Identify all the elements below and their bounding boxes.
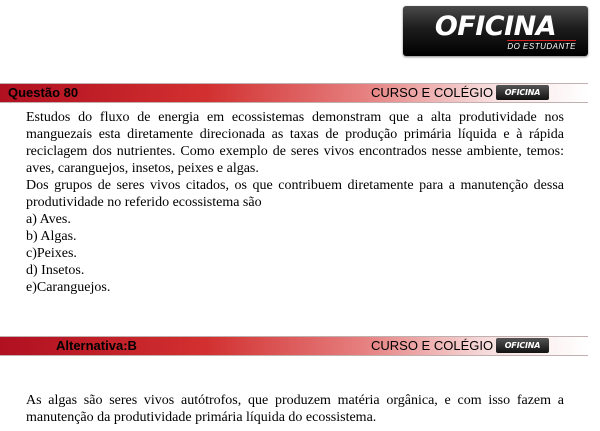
answer-header-bar <box>0 336 588 356</box>
answer-bar-school-label: CURSO E COLÉGIO <box>371 338 494 353</box>
oficina-logo <box>403 6 588 56</box>
option-d: d) Insetos. <box>26 263 85 278</box>
answer-body <box>26 392 564 426</box>
option-b: b) Algas. <box>26 229 77 244</box>
logo-wordmark: OFICINA <box>434 11 557 42</box>
small-oficina-logo: OFICINA <box>496 85 549 100</box>
logo-subtitle: DO ESTUDANTE <box>507 42 576 51</box>
question-paragraph-2: Dos grupos de seres vivos citados, os que contribuem diretamente para a manutenção dessa produtividade no referido ecossistema são <box>26 178 564 210</box>
question-paragraph-1: Estudos do fluxo de energia em ecossistemas demonstram que a alta produtividade nos manguezais esta diretamente direcionada as taxas de produção primária líquida e à rápida reciclagem dos nutrientes. Como exemplo de seres vivos encontrados nesse ambiente, temos: aves, caranguejos, insetos, peixes e algas. <box>26 110 564 176</box>
question-number: Questão 80 <box>8 85 79 100</box>
answer-label: Alternativa:B <box>56 338 137 353</box>
question-body <box>26 109 564 296</box>
small-oficina-logo-answer: OFICINA <box>496 338 549 353</box>
answer-text: As algas são seres vivos autótrofos, que produzem matéria orgânica, e com isso fazem a manutenção da produtividade primária líquida do ecossistema. <box>26 393 564 425</box>
question-bar-school-label: CURSO E COLÉGIO <box>371 85 494 100</box>
option-c: c)Peixes. <box>26 246 77 261</box>
option-a: a) Aves. <box>26 212 71 227</box>
option-e: e)Caranguejos. <box>26 280 111 295</box>
question-header-bar <box>0 83 588 103</box>
